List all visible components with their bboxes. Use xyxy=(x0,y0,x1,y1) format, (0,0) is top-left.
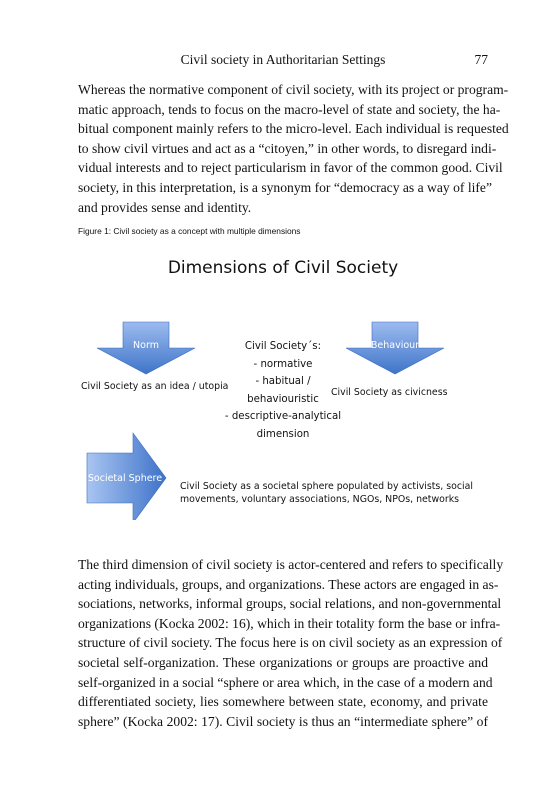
text-line: societal self-organization. These organizations or groups are proactive and xyxy=(78,654,488,670)
norm-label: Norm xyxy=(133,340,159,351)
dimensions-diagram xyxy=(78,250,488,520)
dimension-list-item: behaviouristic xyxy=(247,393,319,405)
behaviour-label: Behaviour xyxy=(370,340,420,351)
text-line: acting individuals, groups, and organizations. These actors are engaged in as- xyxy=(78,576,499,592)
norm-description: Civil Society as an idea / utopia xyxy=(81,381,229,392)
page-number: 77 xyxy=(474,52,488,67)
diagram-title: Dimensions of Civil Society xyxy=(167,258,399,278)
running-head xyxy=(78,52,488,70)
description-line: movements, voluntary associations, NGOs, NPOs, networks xyxy=(180,494,460,505)
text-line: and provides sense and identity. xyxy=(78,199,252,215)
dimension-list-item: Civil Society´s: xyxy=(244,341,322,352)
text-line: The third dimension of civil society is actor-centered and refers to specifically xyxy=(78,557,504,572)
paragraph-habitual-component xyxy=(78,80,509,217)
text-line: organizations (Kocka 2002: 16), which in their totality form the base or infra- xyxy=(78,615,501,631)
text-line: to show civil virtues and act as a “citoyen,” in other words, to disregard indi- xyxy=(78,140,497,156)
text-line: Whereas the normative component of civil society, with its project or program- xyxy=(78,82,509,97)
dimension-list-item: - descriptive-analytical xyxy=(224,411,342,422)
societal-sphere-description xyxy=(180,480,473,506)
paragraph-actor-centered xyxy=(78,555,504,731)
dimension-list xyxy=(218,338,348,443)
text-line: society, in this interpretation, is a synonym for “democracy as a way of life” xyxy=(78,179,492,195)
text-line: differentiated society, lies somewhere between state, economy, and private xyxy=(78,694,488,710)
text-line: sphere” (Kocka 2002: 17). Civil society is thus an “intermediate sphere” of xyxy=(78,713,488,729)
dimension-list-item: - habitual / xyxy=(255,376,311,387)
societal-sphere-label: Societal Sphere xyxy=(87,473,163,484)
text-line: self-organized in a social “sphere or area which, in the case of a modern and xyxy=(78,674,493,690)
text-line: vidual interests and to reject particularism in favor of the common good. Civil xyxy=(78,160,503,176)
text-line: structure of civil society. The focus here is on civil society as an expression of xyxy=(78,635,503,651)
figure-caption: Figure 1: Civil society as a concept with multiple dimensions xyxy=(78,226,301,236)
text-line: sociations, networks, informal groups, social relations, and non-governmental xyxy=(78,596,502,612)
dimension-list-item: dimension xyxy=(256,428,310,440)
behaviour-description: Civil Society as civicness xyxy=(331,387,448,398)
description-line: Civil Society as a societal sphere populated by activists, social xyxy=(180,481,473,492)
running-title: Civil society in Authoritarian Settings xyxy=(180,52,386,67)
text-line: bitual component mainly refers to the micro-level. Each individual is requested xyxy=(78,121,509,137)
dimension-list-item: - normative xyxy=(253,358,313,370)
text-line: matic approach, tends to focus on the macro-level of state and society, the ha- xyxy=(78,101,501,117)
